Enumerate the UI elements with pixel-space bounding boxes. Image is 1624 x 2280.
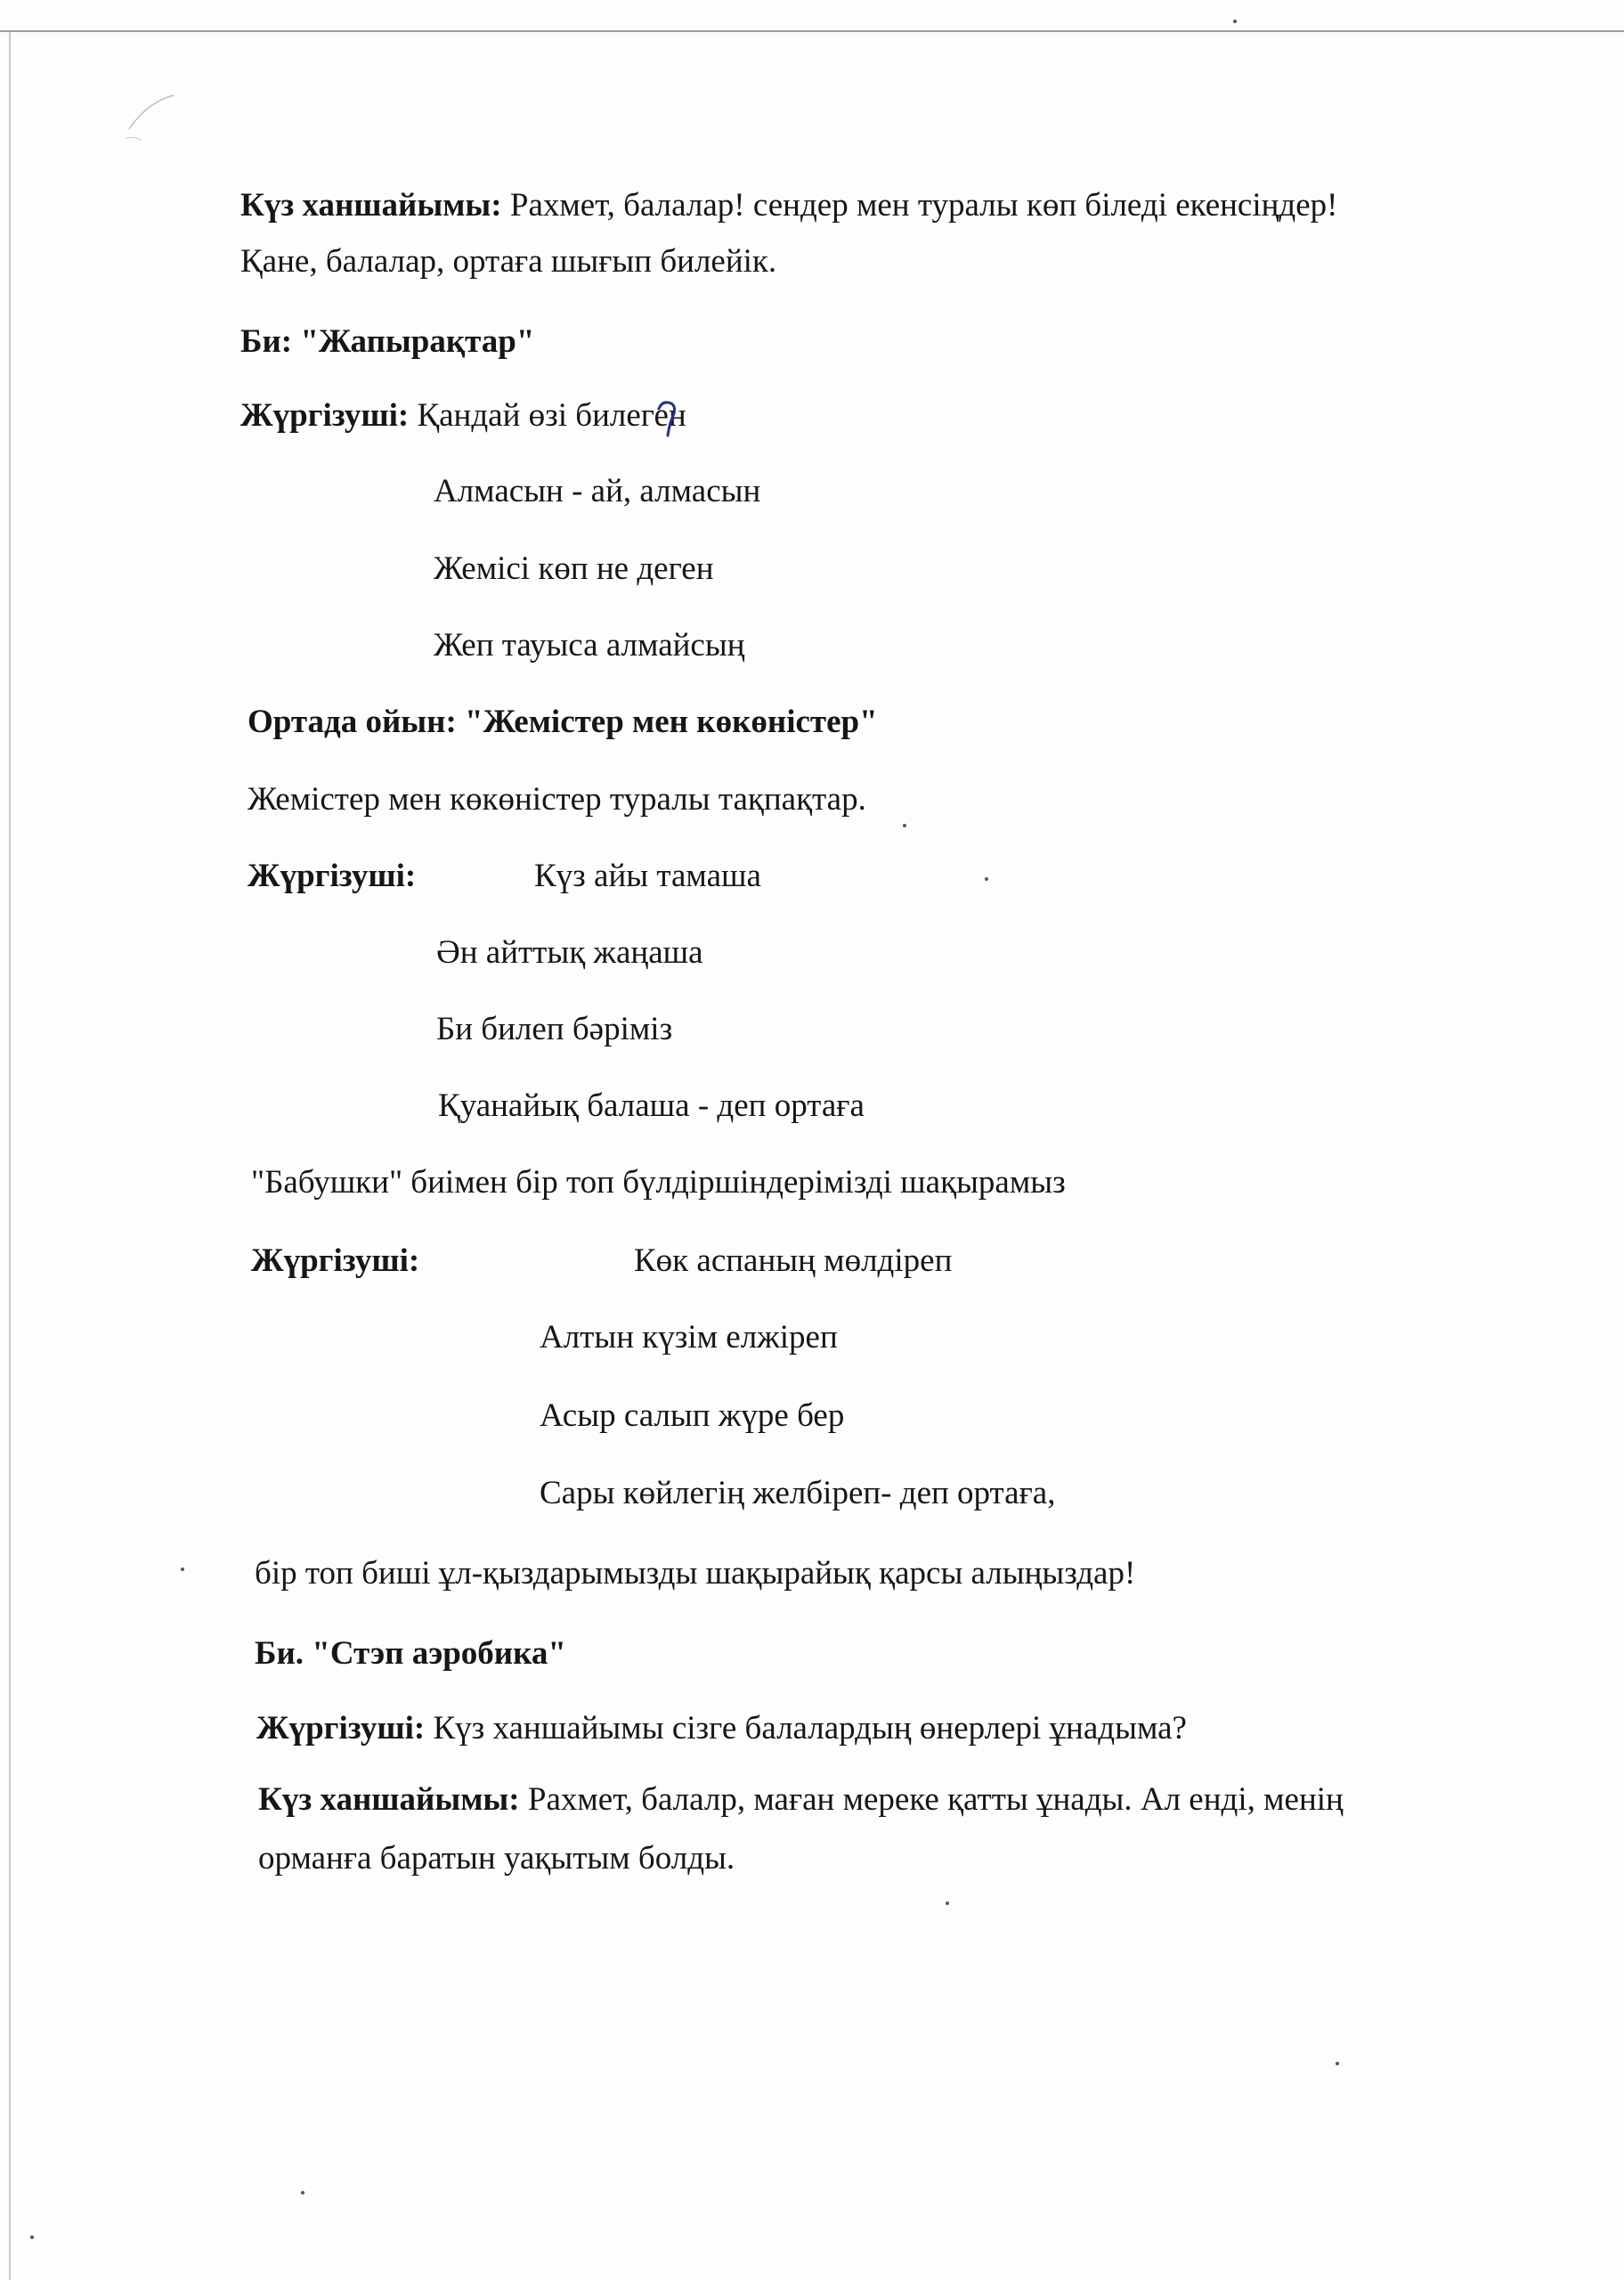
line-text: Алмасын - ай, алмасын [434, 473, 761, 509]
line-text: бір топ биші ұл-қыздарымызды шақырайық қарсы алыңыздар! [255, 1555, 1136, 1592]
verse-line [438, 1089, 865, 1122]
scan-speck [301, 2191, 304, 2194]
text-line [240, 245, 776, 278]
line-text: Ән айттық жаңаша [436, 934, 703, 971]
verse-line [436, 1013, 672, 1046]
line-text: Алтын күзім елжіреп [540, 1319, 838, 1356]
line-text: Қуанайық балаша - деп ортаға [438, 1087, 865, 1124]
section-heading: Би: "Жапырақтар" [240, 323, 535, 360]
line-text: Рахмет, балалр, маған мереке қатты ұнады. Ал енді, менің [519, 1781, 1344, 1818]
scan-speck [985, 877, 988, 881]
line-text: орманға баратын уақытым болды. [258, 1840, 735, 1877]
line-text: Күз айы тамаша [534, 858, 761, 894]
speaker-label: Жүргізуші: [256, 1710, 426, 1747]
line-text: Жемісі көп не деген [434, 550, 714, 587]
text-line [255, 1637, 566, 1670]
verse-line [540, 1399, 844, 1432]
scan-speck [1233, 20, 1237, 23]
scan-speck [1336, 2062, 1339, 2065]
line-text: Рахмет, балалар! сендер мен туралы көп біледі екенсіңдер! [501, 187, 1338, 224]
verse-line [540, 1321, 838, 1354]
verse-line [540, 1477, 1055, 1510]
scan-corner-mark [125, 85, 178, 147]
verse-line [434, 629, 745, 662]
text-line [256, 1712, 1187, 1745]
speaker-label: Күз ханшайымы: [240, 187, 502, 224]
scan-speck [181, 1568, 184, 1571]
line-text: Сары көйлегің желбіреп- деп ортаға, [540, 1475, 1056, 1511]
section-heading: Би. "Стэп аэробика" [255, 1635, 566, 1672]
text-line [240, 325, 534, 358]
text-line [255, 1557, 1135, 1590]
text-line [240, 189, 1338, 222]
scan-speck [903, 824, 906, 827]
speaker-label: Жүргізуші: [248, 858, 417, 894]
line-text: Жеп тауыса алмайсың [434, 627, 745, 664]
verse-line [434, 475, 760, 508]
text-line [240, 399, 686, 432]
handwritten-ink-mark [650, 396, 682, 446]
text-line [251, 1166, 1066, 1199]
line-text: Қане, балалар, ортаға шығып билейік. [240, 243, 777, 280]
section-heading: Ортада ойын: "Жемістер мен көкөністер" [248, 704, 878, 740]
text-line [258, 1842, 735, 1875]
text-line [248, 783, 866, 816]
speaker-label: Жүргізуші: [240, 397, 410, 434]
line-text: Би билеп бәріміз [436, 1011, 673, 1047]
page-left-edge [9, 32, 11, 2280]
line-text: Көк аспаның мөлдіреп [634, 1242, 953, 1279]
speaker-label: Күз ханшайымы: [258, 1781, 520, 1818]
line-text: Күз ханшайымы сізге балалардың өнерлері ұнадыма? [425, 1710, 1187, 1747]
text-line [258, 1783, 1344, 1816]
line-text: "Бабушки" биімен бір топ бүлдіршіндерімізді шақырамыз [251, 1164, 1066, 1201]
text-line [248, 705, 878, 738]
scan-speck [30, 2235, 34, 2239]
scan-speck [946, 1901, 949, 1905]
verse-line [434, 552, 714, 585]
page-top-edge [0, 30, 1624, 32]
verse-line [436, 936, 703, 969]
line-text: Асыр салып жүре бер [540, 1397, 845, 1434]
text-line [251, 1242, 953, 1279]
line-text: Жемістер мен көкөністер туралы тақпақтар. [248, 781, 866, 818]
line-text: Қандай өзі билеген [409, 397, 686, 434]
speaker-label: Жүргізуші: [251, 1242, 420, 1279]
text-line [248, 858, 761, 894]
